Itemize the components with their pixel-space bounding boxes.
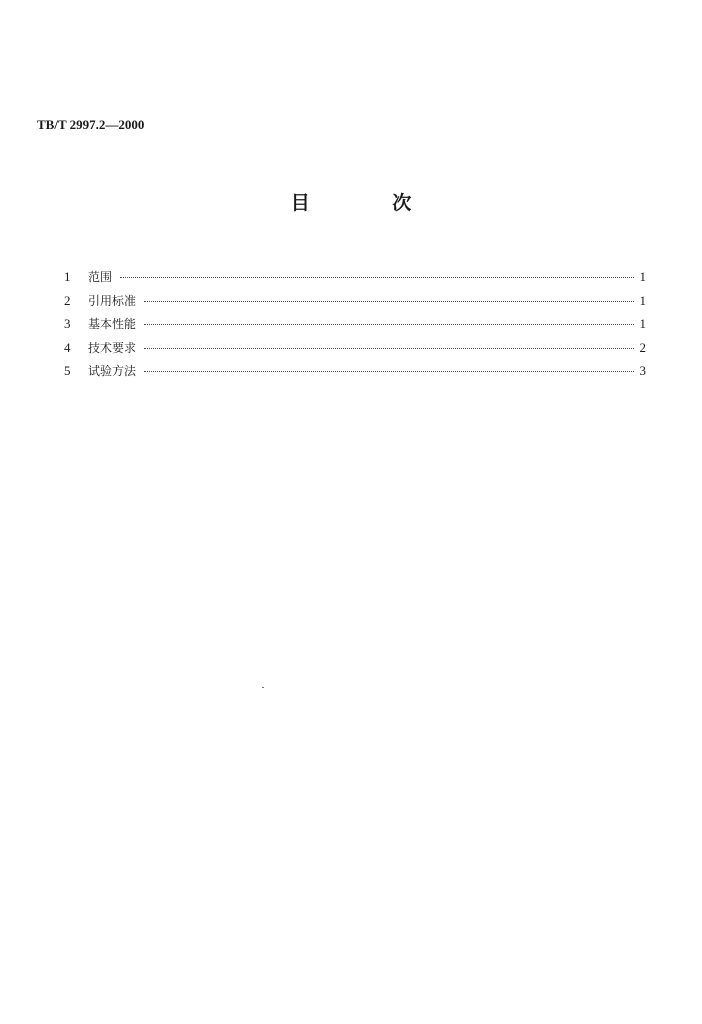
toc-entry-number: 5 xyxy=(64,363,71,378)
dot-leader xyxy=(144,371,634,372)
toc-entry-test-methods xyxy=(64,362,646,386)
toc-title: 目 次 xyxy=(290,192,450,214)
dot-leader xyxy=(144,301,634,302)
toc-entry-number: 3 xyxy=(64,316,71,331)
toc-entry-technical-requirements xyxy=(64,339,646,363)
toc-entry-number: 4 xyxy=(64,339,71,355)
toc-entry-label: 引用标准 xyxy=(88,293,137,308)
document-code: TB/T 2997.2—2000 xyxy=(37,117,145,132)
toc-entry-page: 1 xyxy=(639,292,646,308)
scan-speck xyxy=(262,687,264,688)
toc-entry-normative-references xyxy=(64,292,646,316)
toc-entry-label: 试验方法 xyxy=(88,364,137,378)
toc-entry-number: 2 xyxy=(64,292,71,308)
toc-list xyxy=(64,268,646,386)
dot-leader xyxy=(144,348,634,349)
toc-entry-page: 3 xyxy=(639,363,646,378)
toc-entry-basic-performance xyxy=(64,315,646,339)
toc-entry-page: 1 xyxy=(639,316,646,331)
dot-leader xyxy=(120,277,634,278)
toc-entry-label: 范围 xyxy=(88,270,113,284)
dot-leader xyxy=(144,324,634,325)
toc-entry-number: 1 xyxy=(64,269,71,284)
toc-entry-page: 1 xyxy=(639,269,646,284)
toc-entry-page: 2 xyxy=(639,339,646,355)
toc-entry-label: 基本性能 xyxy=(88,317,137,331)
toc-entry-label: 技术要求 xyxy=(88,340,137,355)
toc-entry-scope xyxy=(64,268,646,292)
